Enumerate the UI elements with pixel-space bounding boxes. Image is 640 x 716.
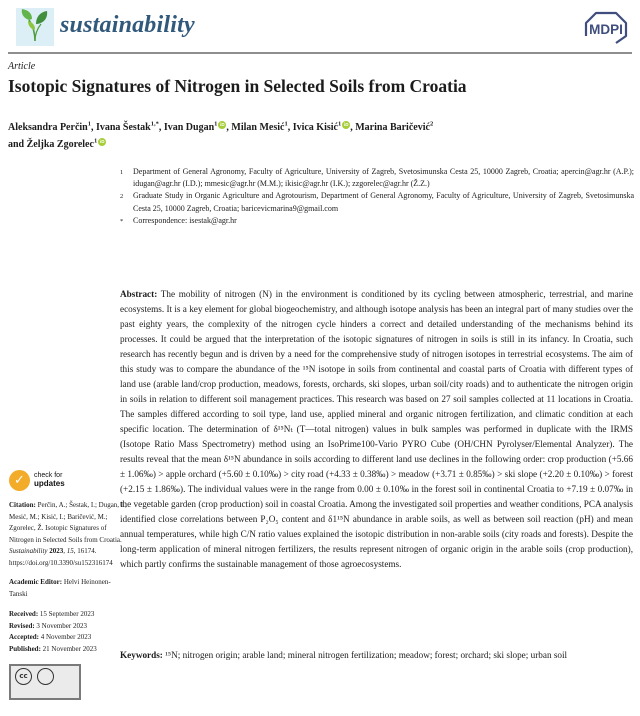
sidebar bbox=[9, 470, 127, 700]
orcid-icon[interactable]: iD bbox=[99, 138, 105, 144]
author-sup: 1,* bbox=[150, 120, 159, 128]
author: Ivana Šestak$^{1,*}$, bbox=[95, 120, 164, 133]
journal-logo bbox=[16, 8, 54, 46]
crossmark-check-icon: ✓ bbox=[9, 470, 30, 491]
affiliation-item bbox=[120, 166, 634, 190]
affiliation-marker: 2 bbox=[120, 193, 124, 201]
correspondence-item bbox=[120, 215, 634, 228]
academic-editor-label: Academic Editor: bbox=[9, 578, 63, 586]
author-sup: 1 bbox=[214, 120, 218, 128]
orcid-icon[interactable]: iD bbox=[220, 121, 225, 127]
published-date: Published: 21 November 2023 bbox=[9, 644, 97, 653]
academic-editor-name: Helvi Heinonen-Tanski bbox=[9, 578, 111, 598]
citation-pages: , 16174. bbox=[73, 547, 97, 555]
abstract bbox=[120, 287, 633, 572]
check-for-updates-badge[interactable] bbox=[9, 470, 127, 491]
abstract-text: The mobility of nitrogen (N) in the environment is conditioned by its cycling between atmospheric, terrestrial, and marine ecosystems. It is a key element for global biogeochemistry, and although isotope analysis has been an integral part of many studies over the past eighty years, the complexity of the nitrogen cycle hinders a correct and detailed understanding of the mechanisms behind its processes. It could be argued that the interpretation of the isotopic signatures of nitrogen in soils is still in its infancy. In Croatia, such research has recently begun and is driven by a need for the comprehensive study of nitrogen isotopes in terrestrial ecosystems. The aim of this study was to compare the abundance of the ¹⁵N isotope in soils from continental and coastal parts of Croatia with different types of land use (arable land/crop production, meadows, forests, orchards, ski slopes, urban soil/city roads) and to authenticate the nitrogen origin in soils in relation to different soil management practices. This research was based on 27 soil samples collected at 11 locations in Croatia. The samples differed according to soil type, land use, applied mineral and organic nitrogen fertilization, and climatic condition at each specific location. The determination of δ¹⁵Nₜ (T—total nitrogen) values in bulk samples was performed in duplicate with the IRMS (Isotope Ratio Mass Spectrometry) method using an IsoPrime100-Vario PYRO Cube (OH/CHN Pyrolyser/Elemental Analyzer). The results reveal that the mean δ¹⁵N abundance in soils according to different land use declines in the following order: crop production (+5.66 ± 1.06‰) > apple orchard (+5.60 ± 0.10‰) > city road (+4.33 ± 0.38‰) > meadow (+3.71 ± 0.85‰) > ski slope (+2.20 ± 0.10‰) > forest (+2.15 ± 1.86‰). The individual values were in the range from 0.00 ± 0.10‰ in the forest soil in continental Croatia to +7.19 ± 0.07‰ in the vegetable garden (crop production) soil in coastal Croatia. Among the investigated soil properties and weather conditions, PCA analysis identified close correlations between P₂O₅ content and δ1¹⁵N abundance in arable soils, as well as between soil reaction (pH) and mean annual temperatures, while high C/N ratio values explained the isotopic distribution in non-arable soils (city roads and forests). Despite the long-term application of mineral nitrogen fertilizers, the results represent nitrogen of organic origin in the arable soils (crop production), which partly confirms the sustainable management of those agroecosystems. bbox=[120, 289, 633, 569]
author-sup: 1 bbox=[284, 120, 288, 128]
affiliation-text: Graduate Study in Organic Agriculture and Agrotourism, Department of General Agronomy, Faculty of Agriculture, University of Zagreb, Svetosimunska Cesta 25, 10000 Zagreb, Croatia; baricevicmarina9@gmail.com bbox=[133, 191, 634, 213]
keywords bbox=[120, 648, 633, 663]
author-sup: 1 bbox=[87, 120, 91, 128]
page-title: Isotopic Signatures of Nitrogen in Selected Soils from Croatia bbox=[8, 76, 467, 96]
revised-date: Revised: 3 November 2023 bbox=[9, 621, 87, 630]
correspondence-marker: * bbox=[120, 217, 124, 225]
keywords-label: Keywords: bbox=[120, 650, 163, 660]
citation-doi-link[interactable]: https://doi.org/10.3390/su152316174 bbox=[9, 558, 113, 567]
crossmark-text: check for updates bbox=[34, 471, 65, 488]
citation-label: Citation: bbox=[9, 501, 36, 509]
author: Ivica Kisić$^1$ iD , bbox=[292, 120, 356, 133]
accepted-date: Accepted: 4 November 2023 bbox=[9, 633, 92, 641]
header-divider bbox=[8, 52, 632, 54]
history-dates bbox=[9, 609, 127, 655]
author: Milan Mesić$^1$, bbox=[231, 120, 293, 133]
mdpi-logo[interactable] bbox=[582, 10, 630, 51]
affiliations bbox=[120, 166, 634, 228]
correspondence-text[interactable]: Correspondence: isestak@agr.hr bbox=[133, 215, 237, 225]
plant-icon bbox=[20, 8, 50, 47]
orcid-icon[interactable]: iD bbox=[343, 121, 349, 127]
abstract-label: Abstract: bbox=[120, 289, 158, 299]
cc-license-badge[interactable] bbox=[9, 664, 81, 700]
academic-editor bbox=[9, 577, 127, 600]
citation-journal: Sustainability bbox=[9, 547, 48, 555]
cc-by-person-icon bbox=[37, 668, 54, 685]
author-sup: 1 bbox=[337, 120, 342, 128]
affiliation-marker: 1 bbox=[120, 169, 124, 176]
author: Marina Baričević$^2$ bbox=[355, 120, 434, 133]
keywords-text: ¹⁵N; nitrogen origin; arable land; mineral nitrogen fertilization; meadow; forest; orchard; ski slope; urban soil bbox=[165, 650, 568, 660]
author: Aleksandra Perčin$^1$, bbox=[8, 120, 96, 133]
author: and Željka Zgorelec$^1$ iD bbox=[8, 137, 105, 150]
affiliation-text: Department of General Agronomy, Faculty of Agriculture, University of Zagreb, Svetosimunska Cesta 25, 10000 Zagreb, Croatia; apercin@agr.hr (A.P.); idugan@agr.hr (I.D.); mmesic@agr.hr (M.M.); ikisic@agr.hr (I.K.); zzgorelec@agr.hr (Ž.Z.) bbox=[133, 167, 634, 189]
mdpi-text: MDPI bbox=[589, 22, 623, 37]
authors-line bbox=[8, 119, 620, 153]
author-sup: 2 bbox=[429, 120, 434, 128]
journal-name: sustainability bbox=[60, 12, 195, 38]
author: Ivan Dugan$^1$ iD , bbox=[163, 120, 232, 133]
cc-icon: cc bbox=[15, 668, 32, 685]
citation-volume: , 15 bbox=[63, 547, 74, 555]
article-type-label: Article bbox=[8, 61, 36, 72]
citation-text: Perčin, A.; Šestak, I.; Dugan, I.; Mesić, M.; Kisić, I.; Baričević, M.; Zgorelec, Ž. Isotopic Signatures of Nitrogen in Selected Soils from Croatia. bbox=[9, 501, 127, 544]
received-date: Received: 15 September 2023 bbox=[9, 610, 95, 618]
author-sup: 1 bbox=[93, 137, 98, 145]
citation-block bbox=[9, 500, 127, 569]
affiliation-item bbox=[120, 190, 634, 214]
citation-year: 2023 bbox=[47, 547, 64, 555]
